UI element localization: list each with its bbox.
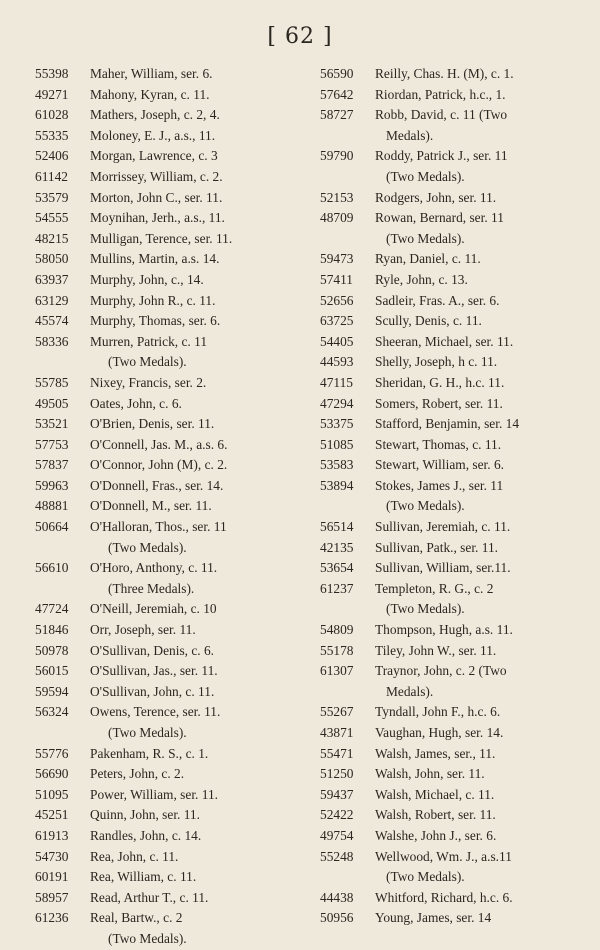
entry-text: Walsh, Michael, c. 11.: [375, 786, 495, 802]
list-item: [35, 496, 320, 517]
service-number: 55398: [35, 66, 69, 81]
entry-text: Sullivan, Patk., ser. 11.: [375, 539, 498, 555]
entry-text: Moloney, E. J., a.s., 11.: [90, 127, 216, 143]
entry-text: Rodgers, John, ser. 11.: [375, 189, 497, 205]
list-item: [320, 764, 600, 785]
entry-text: Sheeran, Michael, ser. 11.: [375, 333, 514, 349]
entry-text: Walshe, John J., ser. 6.: [375, 827, 497, 843]
list-item: [320, 291, 600, 312]
list-item: [320, 908, 600, 929]
service-number: 56514: [320, 519, 354, 535]
entry-continuation: Medals).: [386, 127, 434, 143]
entry-text: Walsh, James, ser., 11.: [375, 745, 496, 761]
service-number: 63725: [320, 313, 354, 329]
entry-continuation: (Two Medals).: [386, 230, 465, 246]
service-number: 53375: [320, 416, 354, 432]
list-item: [320, 538, 600, 559]
entry-text: Whitford, Richard, h.c. 6.: [375, 889, 513, 905]
list-item: [320, 394, 600, 415]
service-number: 50956: [320, 910, 354, 926]
service-number: 61142: [35, 168, 68, 184]
list-item: [320, 517, 600, 538]
entry-text: Riordan, Patrick, h.c., 1.: [375, 86, 506, 102]
entry-text: Oates, John, c. 6.: [90, 395, 182, 411]
list-item: [35, 764, 320, 785]
service-number: 56610: [35, 560, 69, 576]
list-item: [320, 105, 600, 126]
list-item: [320, 455, 600, 476]
list-item: [320, 476, 600, 497]
entry-text: Young, James, ser. 14: [375, 910, 492, 926]
entry-text: O'Horo, Anthony, c. 11.: [90, 560, 218, 576]
service-number: 51085: [320, 436, 354, 452]
entry-text: Wellwood, Wm. J., a.s.11: [375, 848, 512, 864]
list-item: [35, 291, 320, 312]
service-number: 52422: [320, 807, 354, 823]
service-number: 43871: [320, 725, 354, 740]
service-number: 55335: [35, 127, 69, 143]
entry-text: O'Neill, Jeremiah, c. 10: [90, 601, 217, 617]
service-number: 47294: [320, 395, 354, 411]
entry-text: Scully, Denis, c. 11.: [375, 313, 482, 329]
entry-text: Stewart, William, ser. 6.: [375, 457, 505, 473]
list-item: [35, 435, 320, 456]
list-item: [35, 641, 320, 662]
list-item: [320, 785, 600, 806]
list-item: [320, 249, 600, 270]
entry-text: O'Donnell, Fras., ser. 14.: [90, 477, 224, 493]
entry-text: Reilly, Chas. H. (M), c. 1.: [375, 66, 514, 81]
list-item: [320, 847, 600, 868]
list-item: [35, 64, 320, 85]
list-item: [320, 744, 600, 765]
service-number: 55471: [320, 745, 354, 761]
service-number: 53583: [320, 457, 354, 473]
entry-text: Ryle, John, c. 13.: [375, 271, 468, 287]
service-number: 61237: [320, 580, 354, 596]
list-item: [35, 517, 320, 538]
entry-text: Pakenham, R. S., c. 1.: [90, 745, 209, 761]
entry-text: Roddy, Patrick J., ser. 11: [375, 148, 508, 164]
list-item: [320, 311, 600, 332]
entry-text: Murphy, John R., c. 11.: [90, 292, 216, 308]
list-item: [35, 249, 320, 270]
entry-text: Mathers, Joseph, c. 2, 4.: [90, 107, 220, 123]
entry-text: O'Connor, John (M), c. 2.: [90, 457, 228, 473]
service-number: 61236: [35, 910, 69, 926]
entry-continuation: (Two Medals).: [386, 601, 465, 617]
entry-text: O'Sullivan, Jas., ser. 11.: [90, 663, 218, 679]
service-number: 52656: [320, 292, 354, 308]
entry-text: Tiley, John W., ser. 11.: [375, 642, 497, 658]
service-number: 59594: [35, 683, 69, 699]
list-item: [35, 373, 320, 394]
service-number: 45251: [35, 807, 69, 823]
entry-text: Read, Arthur T., c. 11.: [90, 889, 209, 905]
entry-text: Murren, Patrick, c. 11: [90, 333, 208, 349]
list-item: [320, 805, 600, 826]
entry-text: Stewart, Thomas, c. 11.: [375, 436, 502, 452]
service-number: 48215: [35, 230, 69, 246]
entry-text: O'Donnell, M., ser. 11.: [90, 498, 212, 514]
service-number: 49505: [35, 395, 69, 411]
service-number: 57837: [35, 457, 69, 473]
entry-text: Traynor, John, c. 2 (Two: [375, 663, 507, 679]
list-item: [320, 352, 600, 373]
list-item: [35, 867, 320, 888]
service-number: 44593: [320, 354, 354, 370]
left-column: [35, 64, 320, 950]
entry-text: O'Halloran, Thos., ser. 11: [90, 519, 227, 535]
entry-continuation: (Three Medals).: [108, 580, 195, 596]
list-item: [35, 826, 320, 847]
list-item: [35, 682, 320, 703]
entry-text: Mahony, Kyran, c. 11.: [90, 86, 210, 102]
service-number: 54809: [320, 622, 354, 638]
service-number: 59473: [320, 251, 354, 267]
list-item: [320, 723, 600, 744]
page-number: [ 62 ]: [267, 24, 333, 49]
service-number: 58336: [35, 333, 69, 349]
list-item: [35, 785, 320, 806]
list-item: [320, 64, 600, 85]
service-number: 51095: [35, 786, 69, 802]
service-number: 55267: [320, 704, 354, 720]
service-number: 63937: [35, 271, 69, 287]
list-item: [320, 826, 600, 847]
service-number: 56015: [35, 663, 69, 679]
service-number: 53579: [35, 189, 69, 205]
service-number: 47724: [35, 601, 69, 617]
list-item: [320, 702, 600, 723]
entry-text: Sullivan, William, ser.11.: [375, 560, 511, 576]
service-number: 52406: [35, 148, 69, 164]
entry-text: Sullivan, Jeremiah, c. 11.: [375, 519, 511, 535]
list-item: [35, 270, 320, 291]
list-item: [320, 558, 600, 579]
entry-text: Stokes, James J., ser. 11: [375, 477, 504, 493]
service-number: 44438: [320, 889, 354, 905]
service-number: 53521: [35, 416, 69, 432]
list-item: [320, 620, 600, 641]
service-number: 60191: [35, 869, 69, 885]
service-number: 58727: [320, 107, 354, 123]
service-number: 51250: [320, 766, 354, 782]
entry-text: Thompson, Hugh, a.s. 11.: [375, 622, 513, 638]
service-number: 61028: [35, 107, 69, 123]
service-number: 59437: [320, 786, 354, 802]
service-number: 53894: [320, 477, 354, 493]
service-number: 59963: [35, 477, 69, 493]
service-number: 61307: [320, 663, 354, 679]
service-number: 48881: [35, 498, 69, 514]
list-item: [35, 888, 320, 909]
list-item: [320, 414, 600, 435]
list-item: [320, 146, 600, 167]
entry-text: Murphy, Thomas, ser. 6.: [90, 313, 221, 329]
service-number: 57642: [320, 86, 354, 102]
list-item: [35, 744, 320, 765]
list-item: [320, 332, 600, 353]
entry-text: Vaughan, Hugh, ser. 14.: [375, 725, 504, 740]
entry-text: Tyndall, John F., h.c. 6.: [375, 704, 501, 720]
service-number: 55785: [35, 374, 69, 390]
list-item: [320, 270, 600, 291]
list-item: [320, 188, 600, 209]
entry-text: Peters, John, c. 2.: [90, 766, 185, 782]
entry-text: Shelly, Joseph, h c. 11.: [375, 354, 498, 370]
list-item: [35, 702, 320, 723]
entry-continuation: Medals).: [386, 683, 434, 699]
entry-continuation: (Two Medals).: [108, 725, 187, 740]
service-number: 47115: [320, 374, 353, 390]
service-number: 55178: [320, 642, 354, 658]
service-number: 58957: [35, 889, 69, 905]
list-item: [35, 455, 320, 476]
entry-continuation: (Two Medals).: [108, 930, 187, 946]
entry-text: Walsh, Robert, ser. 11.: [375, 807, 496, 823]
entry-text: Stafford, Benjamin, ser. 14: [375, 416, 520, 432]
service-number: 48709: [320, 210, 354, 226]
service-number: 45574: [35, 313, 69, 329]
service-number: 57753: [35, 436, 69, 452]
entry-text: Somers, Robert, ser. 11.: [375, 395, 503, 411]
list-item: [320, 888, 600, 909]
list-item: [35, 620, 320, 641]
entry-text: Morton, John C., ser. 11.: [90, 189, 223, 205]
list-item: [35, 599, 320, 620]
list-item: [320, 435, 600, 456]
service-number: 59790: [320, 148, 354, 164]
list-item: [320, 641, 600, 662]
service-number: 53654: [320, 560, 354, 576]
entry-text: Real, Bartw., c. 2: [90, 910, 183, 926]
entry-text: Walsh, John, ser. 11.: [375, 766, 485, 782]
entry-continuation: (Two Medals).: [108, 354, 187, 370]
service-number: 55776: [35, 745, 69, 761]
service-number: 58050: [35, 251, 69, 267]
entry-continuation: (Two Medals).: [386, 869, 465, 885]
list-item: [35, 105, 320, 126]
entry-text: Maher, William, ser. 6.: [90, 66, 213, 81]
entry-text: Power, William, ser. 11.: [90, 786, 218, 802]
list-item: [35, 908, 320, 929]
service-number: 55248: [320, 848, 354, 864]
entry-text: Rea, John, c. 11.: [90, 848, 179, 864]
service-number: 56690: [35, 766, 69, 782]
list-item: [320, 373, 600, 394]
list-item: [35, 847, 320, 868]
service-number: 56590: [320, 66, 354, 81]
service-number: 54730: [35, 848, 69, 864]
entry-text: O'Sullivan, Denis, c. 6.: [90, 642, 215, 658]
entry-text: Moynihan, Jerh., a.s., 11.: [90, 210, 225, 226]
list-item: [35, 229, 320, 250]
entry-text: Quinn, John, ser. 11.: [90, 807, 200, 823]
service-number: 51846: [35, 622, 69, 638]
entry-text: O'Connell, Jas. M., a.s. 6.: [90, 436, 228, 452]
list-item: [35, 167, 320, 188]
entry-text: Templeton, R. G., c. 2: [375, 580, 494, 596]
entry-text: O'Sullivan, John, c. 11.: [90, 683, 215, 699]
entry-text: Robb, David, c. 11 (Two: [375, 107, 508, 123]
entry-text: Randles, John, c. 14.: [90, 827, 202, 843]
service-number: 50664: [35, 519, 69, 535]
list-item: [320, 85, 600, 106]
list-item: [35, 126, 320, 147]
service-number: 61913: [35, 827, 69, 843]
list-item: [35, 558, 320, 579]
list-item: [35, 414, 320, 435]
list-item: [35, 476, 320, 497]
entry-text: Sadleir, Fras. A., ser. 6.: [375, 292, 500, 308]
service-number: 49754: [320, 827, 354, 843]
list-item: [35, 311, 320, 332]
list-item: [320, 661, 600, 682]
entry-text: Mulligan, Terence, ser. 11.: [90, 230, 233, 246]
entry-text: Rowan, Bernard, ser. 11: [375, 210, 504, 226]
list-item: [35, 661, 320, 682]
list-item: [35, 805, 320, 826]
service-number: 42135: [320, 539, 354, 555]
list-item: [35, 394, 320, 415]
list-item: [35, 332, 320, 353]
entry-text: Mullins, Martin, a.s. 14.: [90, 251, 220, 267]
service-number: 54405: [320, 333, 354, 349]
list-item: [35, 188, 320, 209]
entry-text: O'Brien, Denis, ser. 11.: [90, 416, 215, 432]
entry-text: Orr, Joseph, ser. 11.: [90, 622, 196, 638]
entry-text: Rea, William, c. 11.: [90, 869, 197, 885]
service-number: 52153: [320, 189, 354, 205]
list-item: [35, 85, 320, 106]
entry-text: Owens, Terence, ser. 11.: [90, 704, 221, 720]
entry-text: Murphy, John, c., 14.: [90, 271, 204, 287]
entry-continuation: (Two Medals).: [108, 539, 187, 555]
entry-continuation: (Two Medals).: [386, 168, 465, 184]
service-number: 54555: [35, 210, 69, 226]
service-number: 56324: [35, 704, 69, 720]
entry-text: Ryan, Daniel, c. 11.: [375, 251, 481, 267]
list-item: [320, 579, 600, 600]
entry-continuation: (Two Medals).: [386, 498, 465, 514]
entry-text: Sheridan, G. H., h.c. 11.: [375, 374, 505, 390]
service-number: 49271: [35, 86, 69, 102]
service-number: 57411: [320, 271, 353, 287]
service-number: 50978: [35, 642, 69, 658]
entry-text: Morgan, Lawrence, c. 3: [90, 148, 218, 164]
list-item: [35, 208, 320, 229]
entry-text: Nixey, Francis, ser. 2.: [90, 374, 207, 390]
service-number: 63129: [35, 292, 69, 308]
list-item: [320, 208, 600, 229]
entry-text: Morrissey, William, c. 2.: [90, 168, 223, 184]
right-column: [320, 64, 600, 929]
list-item: [35, 146, 320, 167]
